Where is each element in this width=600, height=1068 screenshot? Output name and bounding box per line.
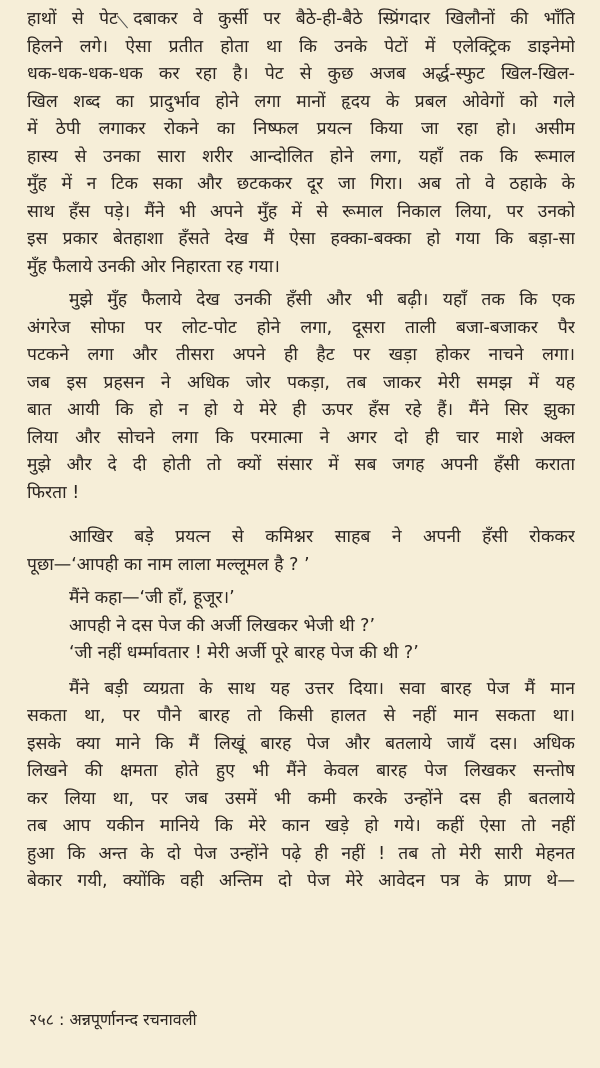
paragraph bbox=[27, 287, 575, 507]
paragraph-gap bbox=[27, 507, 575, 524]
text-line: इस प्रकार बेतहाशा हँसते देख मैं ऐसा हक्का-बक्का हो गया कि बड़ा-सा bbox=[27, 229, 575, 249]
text-line: साथ हँस पड़े। मैंने भी अपने मुँह में से रूमाल निकाल लिया, पर उनको bbox=[27, 201, 575, 222]
text-line: मुझे और दे दी होती तो क्यों संसार में सब जगह अपनी हँसी कराता bbox=[27, 455, 575, 475]
paragraph-gap bbox=[27, 668, 575, 676]
text-line: आपही ने दस पेज की अर्जी लिखकर भेजी थी ?’ bbox=[69, 615, 376, 636]
text-line: पटकने लगा और तीसरा अपने ही हैट पर खड़ा होकर नाचने लगा। bbox=[27, 345, 575, 365]
text-line: मुझे मुँह फैलाये देख उनकी हँसी और भी बढ़ी। यहाँ तक कि एक bbox=[69, 290, 575, 310]
text-line: बात आयी कि हो न हो ये मेरे ही ऊपर हँस रहे हैं। मैंने सिर झुका bbox=[27, 400, 575, 420]
text-line: खिल शब्द का प्रादुर्भाव होने लगा मानों हृदय के प्रबल ओवेगों को गले bbox=[27, 91, 575, 112]
paragraph bbox=[27, 524, 575, 579]
paragraph bbox=[27, 676, 575, 896]
text-line: मुँह फैलाये उनकी ओर निहारता रह गया। bbox=[27, 256, 280, 277]
text-line: लिखने की क्षमता होते हुए भी मैंने केवल बारह पेज लिखकर सन्तोष bbox=[27, 761, 575, 781]
page-body bbox=[27, 6, 575, 896]
text-line: फिरता ! bbox=[27, 482, 80, 503]
text-line: अंगरेज सोफा पर लोट-पोट होने लगा, दूसरा ताली बजा-बजाकर पैर bbox=[27, 317, 575, 338]
text-line: हाथों से पेट दबाकर वे कुर्सी पर बैठे-ही-बैठे स्प्रिंगदार खिलौनों की भाँति bbox=[27, 9, 575, 29]
text-line: मैंने कहा—‘जी हाँ, हूजूर।’ bbox=[69, 588, 235, 608]
text-line: मुँह में न टिक सका और छटककर दूर जा गिरा। अब तो वे ठहाके के bbox=[27, 174, 575, 194]
text-line: धक-धक-धक-धक कर रहा है। पेट से कुछ अजब अर्द्ध-स्फुट खिल-खिल- bbox=[27, 64, 575, 84]
text-line: सकता था, पर पौने बारह तो किसी हालत से नहीं मान सकता था। bbox=[27, 706, 575, 726]
text-line: लिया और सोचने लगा कि परमात्मा ने अगर दो ही चार माशे अक्ल bbox=[27, 427, 575, 448]
text-line: इसके क्या माने कि मैं लिखूं बारह पेज और बतलाये जायँ दस। अधिक bbox=[27, 733, 575, 754]
text-line: कर लिया था, पर जब उसमें भी कमी करके उन्होंने दस ही बतलाये bbox=[27, 788, 575, 809]
paragraph bbox=[27, 613, 575, 641]
text-line: ‘जी नहीं धर्म्मावतार ! मेरी अर्जी पूरे बारह पेज की थी ?’ bbox=[69, 643, 419, 663]
paragraph bbox=[27, 6, 575, 281]
text-line: आखिर बड़े प्रयत्न से कमिश्नर साहब ने अपनी हँसी रोककर bbox=[69, 527, 575, 547]
paragraph bbox=[27, 640, 575, 668]
text-line: पूछा—‘आपही का नाम लाला मल्लूमल है ? ’ bbox=[27, 554, 310, 575]
text-line: बेकार गयी, क्योंकि वही अन्तिम दो पेज मेरे आवेदन पत्र के प्राण थे— bbox=[27, 871, 575, 891]
paragraph bbox=[27, 585, 575, 613]
text-line: हिलने लगे। ऐसा प्रतीत होता था कि उनके पेटों में एलेक्ट्रिक डाइनेमो bbox=[27, 36, 575, 57]
text-line: हुआ कि अन्त के दो पेज उन्होंने पढ़े ही नहीं ! तब तो मेरी सारी मेहनत bbox=[27, 843, 575, 864]
text-line: तब आप यकीन मानिये कि मेरे कान खड़े हो गये। कहीं ऐसा तो नहीं bbox=[27, 816, 575, 836]
text-line: मैंने बड़ी व्यग्रता के साथ यह उत्तर दिया। सवा बारह पेज मैं मान bbox=[69, 678, 575, 699]
text-line: में ठेपी लगाकर रोकने का निष्फल प्रयत्न किया जा रहा हो। असीम bbox=[27, 119, 575, 139]
text-line: जब इस प्रहसन ने अधिक जोर पकड़ा, तब जाकर मेरी समझ में यह bbox=[27, 372, 575, 393]
text-line: हास्य से उनका सारा शरीर आन्दोलित होने लगा, यहाँ तक कि रूमाल bbox=[27, 146, 575, 167]
page-footer: २५८ : अन्नपूर्णानन्द रचनावली bbox=[29, 1010, 197, 1029]
